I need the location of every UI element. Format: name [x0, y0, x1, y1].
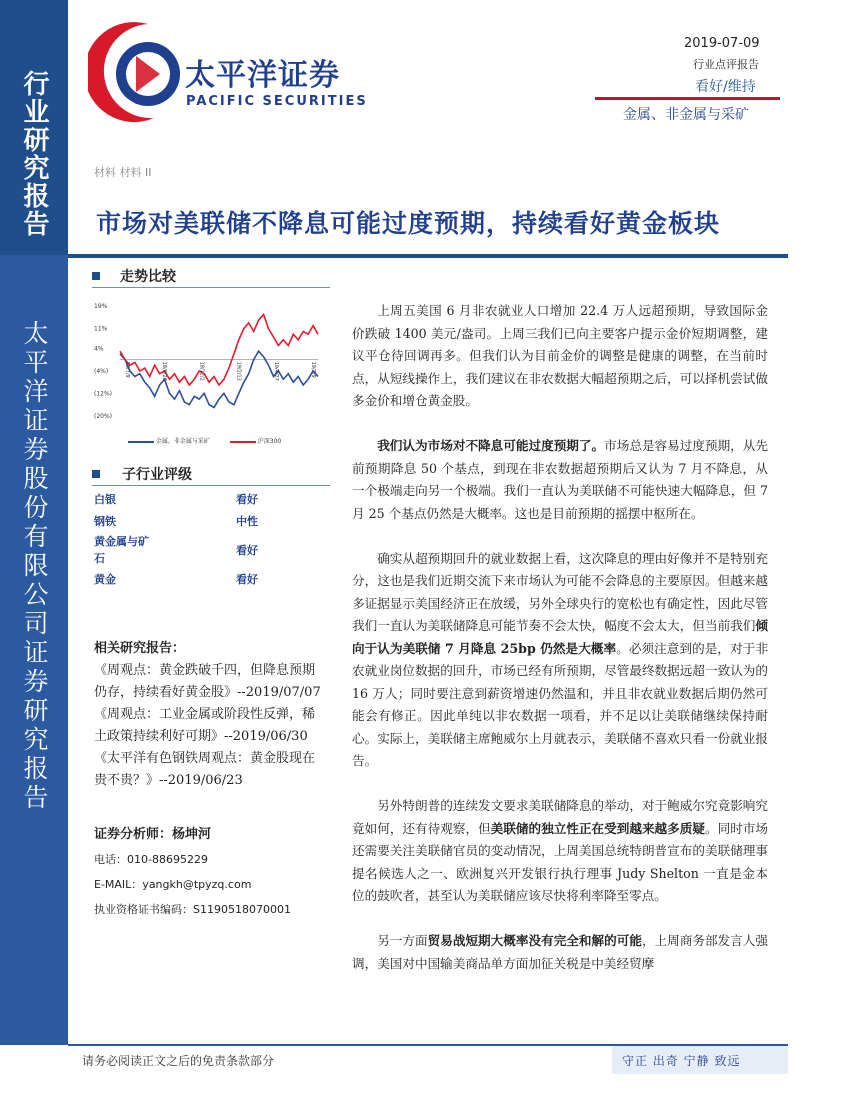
report-body — [352, 300, 768, 998]
sub-industry-rating: 看好 — [236, 573, 258, 586]
chart-legend — [128, 436, 281, 445]
side-band-top-text: 行业研究报告 — [19, 70, 49, 238]
category-label: 材料 材料 II — [94, 166, 152, 179]
footer-disclaimer: 请务必阅读正文之后的免责条款部分 — [82, 1054, 275, 1068]
section-bullet-icon — [92, 272, 100, 280]
legend-label-hs300: 沪深300 — [257, 438, 282, 445]
analyst-email: E-MAIL：yangkh@tpyzq.com — [94, 878, 252, 891]
sub-industry-rating: 中性 — [236, 515, 258, 528]
y-tick-label: 19% — [94, 303, 108, 310]
analyst-phone: 电话：010-88695229 — [94, 853, 208, 866]
section-divider — [92, 485, 330, 486]
related-report-item: 《太平洋有色钢铁周观点：黄金股现在贵不贵？》--2019/06/23 — [94, 751, 316, 788]
y-tick-label: (4%) — [94, 367, 109, 375]
sub-industry-name: 白银 — [94, 493, 116, 506]
analyst-cert: 执业资格证书编码：S1190518070001 — [94, 903, 291, 916]
analyst-info — [94, 822, 334, 922]
body-highlight: 美联储的独立性正在受到越来越多质疑 — [490, 820, 705, 836]
report-title: 市场对美联储不降息可能过度预期，持续看好黄金板块 — [96, 209, 721, 238]
sub-industry-name: 黄金 — [94, 573, 116, 586]
x-tick-label: 19/2/13 — [235, 361, 242, 381]
x-tick-label: 18/7/9 — [124, 361, 130, 378]
logo-english-name: PACIFIC SECURITIES — [186, 94, 368, 109]
body-paragraph — [352, 795, 768, 908]
body-highlight: 贸易战短期大概率没有完全和解的可能 — [427, 933, 642, 948]
body-highlight: 我们认为市场对不降息可能过度预期了。 — [377, 438, 605, 453]
body-text-span: 市场总是容易过度预期，从先前预期降息 50 个基点，到现在非农数据超预期后又认为 7 月不降息，从一个极端走向另一个极端。我们一直认为美联储不可能快速大幅降息，但 7 月 25 个基点仍然是大概率。这也是目前预期的摇摆中枢所在。 — [352, 438, 769, 521]
trend-section-heading: 走势比较 — [120, 269, 176, 285]
related-report-item: 《周观点：工业金属或阶段性反弹，稀土政策持续利好可期》--2019/06/30 — [94, 707, 316, 744]
title-divider — [68, 254, 788, 258]
table-row — [94, 488, 290, 510]
trend-chart — [92, 296, 330, 448]
industry-name: 金属、非金属与采矿 — [623, 107, 749, 123]
legend-swatch-metal — [128, 441, 154, 443]
side-band-bottom-text: 太平洋证券股份有限公司证券研究报告 — [20, 320, 49, 813]
y-tick-label: (20%) — [94, 413, 113, 420]
related-reports-heading: 相关研究报告： — [94, 641, 186, 656]
sub-industry-rating: 看好 — [236, 493, 258, 506]
table-row — [94, 532, 290, 568]
sub-rating-table — [94, 488, 290, 590]
sub-industry-name: 黄金属与矿石 — [94, 535, 149, 565]
footer-slogan: 守正 出奇 宁静 致远 — [622, 1054, 741, 1068]
x-tick-label: 19/4/27 — [272, 361, 279, 381]
body-paragraph — [352, 930, 768, 975]
sub-rating-heading: 子行业评级 — [122, 467, 192, 483]
body-text-span: 。同时市场还需要关注美联储官员的变动情况，上周美国总统特朗普宣布的美联储理事提名候选人之一、欧洲复兴开发银行执行理事 Judy Shelton 一直是金本位的鼓吹者，甚至认为美联储应该尽快将利率降至零点。 — [352, 820, 769, 903]
body-text-span: 确实从超预期回升的就业数据上看，这次降息的理由好像并不是特别充分，这也是我们近期交流下来市场认为可能不会降息的主要原因。但越来越多证据显示美国经济正在放缓，另外全球央行的宽松也有确定性，因此尽管我们一直认为美联储降息可能节奏不会太快，幅度不会太大，但当前我们 — [352, 550, 768, 633]
report-date: 2019-07-09 — [684, 36, 760, 51]
report-type: 行业点评报告 — [693, 58, 759, 71]
related-report-item: 《周观点：黄金跌破千四，但降息预期仍存，持续看好黄金股》--2019/07/07 — [94, 663, 321, 700]
x-tick-label: 18/9/20 — [161, 361, 168, 381]
body-text-span: 另一方面 — [377, 933, 428, 948]
sub-industry-rating: 看好 — [236, 544, 258, 557]
body-paragraph — [352, 435, 768, 525]
related-reports — [94, 638, 326, 792]
y-tick-label: (12%) — [94, 390, 113, 398]
y-tick-label: 4% — [94, 345, 104, 353]
section-divider — [92, 287, 330, 288]
section-bullet-icon — [92, 470, 100, 478]
table-row — [94, 510, 290, 532]
table-row — [94, 568, 290, 590]
x-tick-label: 18/12/2 — [198, 361, 205, 381]
body-text-span: 另外特朗普的连续发文要求美联储降息的举动，对于鲍威尔究竟影响究竟如何，还有待观察，但 — [352, 798, 768, 836]
header-divider — [595, 97, 780, 100]
body-paragraph: 上周五美国 6 月非农就业人口增加 22.4 万人远超预期，导致国际金价跌破 1400 美元/盎司。上周三我们已向主要客户提示金价短期调整，建议平仓待回调再多。但我们认为目前金价的调整是健康的调整，在当前时点，从短线操作上，我们建议在非农数据大幅超预期之后，可以择机尝试做多金价和增仓黄金股。 — [352, 303, 768, 408]
legend-label-metal: 金属、非金属与采矿 — [155, 438, 210, 445]
body-highlight: 倾向于认为美联储 7 月降息 25bp 仍然是大概率 — [352, 618, 768, 656]
sub-industry-name: 钢铁 — [94, 515, 116, 528]
body-text-span: ，上周商务部发言人强调，美国对中国输美商品单方面加征关税是中美经贸摩 — [352, 933, 769, 971]
industry-rating: 看好/维持 — [695, 79, 756, 95]
logo-chinese-name: 太平洋证券 — [185, 58, 340, 93]
legend-swatch-hs300 — [230, 441, 256, 443]
body-paragraph — [352, 548, 768, 773]
company-logo-icon — [88, 18, 184, 128]
body-text-span: 。必须注意到的是，对于非农就业岗位数据的回升，市场已经有所预期，尽管最终数据远超一致认为的 16 万人；同时要注意到薪资增速仍然温和，并且非农就业数据后期仍然可能会有修正。因此单纯以非农数据一项看，并不足以让美联储继续保持耐心。实际上，美联储主席鲍威尔上月就表示，美联储不喜欢只看一份就业报告。 — [352, 640, 768, 768]
x-tick-label: 19/7/9 — [310, 361, 316, 378]
analyst-name: 证券分析师：杨坤河 — [94, 827, 212, 842]
y-tick-label: 11% — [94, 325, 108, 333]
